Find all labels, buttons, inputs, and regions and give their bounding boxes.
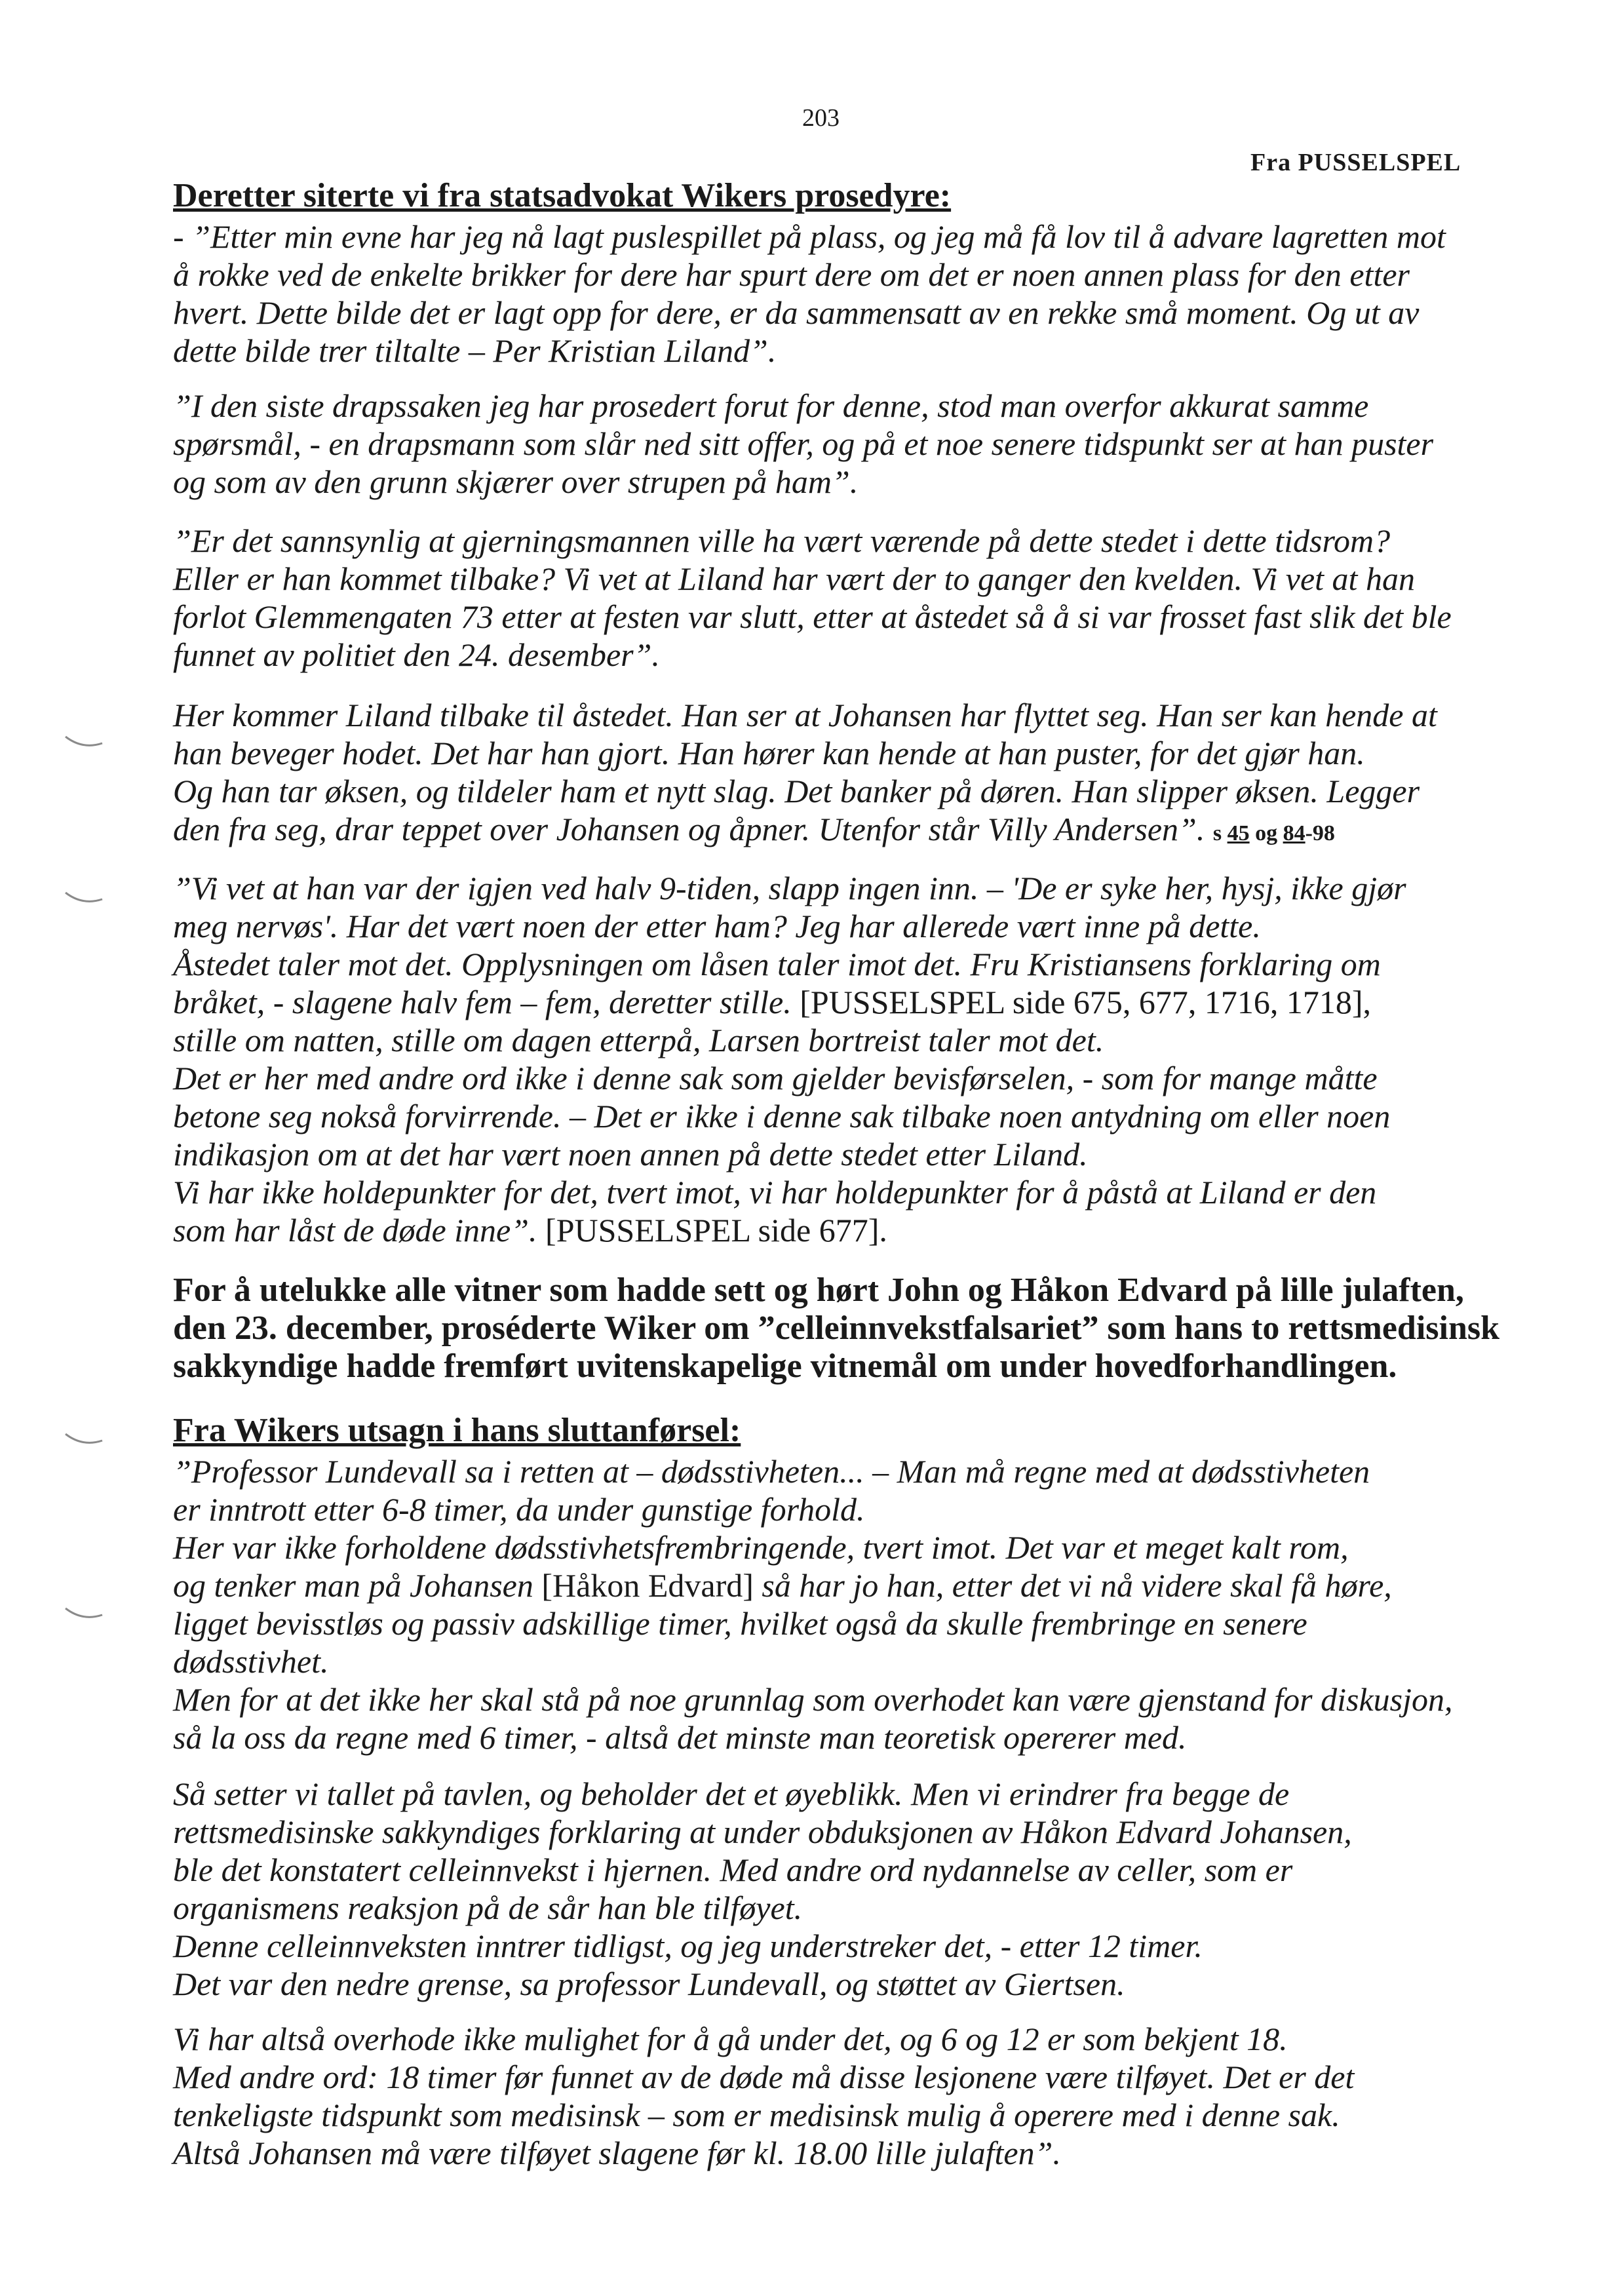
text-line: Så setter vi tallet på tavlen, og beholder det et øyeblikk. Men vi erindrer fra begge de — [173, 1775, 1290, 1812]
text-line: og som av den grunn skjærer over strupen på ham”. — [173, 463, 859, 500]
source-label: Fra PUSSELSPEL — [1250, 149, 1461, 176]
text-line: stille om natten, stille om dagen etterpå, Larsen bortreist taler mot det. — [173, 1022, 1104, 1058]
text-line: han beveger hodet. Det har han gjort. Han hører kan hende at han puster, for det gjør han. — [173, 735, 1365, 771]
text-line: ”Vi vet at han var der igjen ved halv 9-tiden, slapp ingen inn. – 'De er syke her, hysj, ikke gjør — [173, 870, 1406, 906]
text-fragment: så har jo han, etter det vi nå videre skal få høre, — [753, 1567, 1392, 1604]
ref-tail: -98 — [1305, 821, 1335, 845]
text-line: organismens reaksjon på de sår han ble tilføyet. — [173, 1889, 803, 1926]
text-line: tenkeligste tidspunkt som medisinsk – som er medisinsk mulig å operere med i denne sak. — [173, 2097, 1340, 2133]
page-number: 203 — [802, 104, 840, 132]
text-line: Her var ikke forholdene dødsstivhetsfrembringende, tvert imot. Det var et meget kalt rom, — [173, 1529, 1349, 1566]
ref-and: og — [1249, 821, 1283, 845]
text-line — [173, 1211, 887, 1249]
binder-hole-mark — [63, 1430, 105, 1450]
text-fragment: den fra seg, drar teppet over Johansen og åpner. Utenfor står Villy Andersen”. — [173, 811, 1205, 847]
text-line: - ”Etter min evne har jeg nå lagt puslespillet på plass, og jeg må få lov til å advare lagretten mot — [173, 218, 1446, 255]
text-line: Eller er han kommet tilbake? Vi vet at Liland har vært der to ganger den kvelden. Vi vet at han — [173, 560, 1415, 597]
ref-page: 45 — [1227, 821, 1250, 845]
text-line: meg nervøs'. Har det vært noen der etter ham? Jeg har allerede vært inne på dette. — [173, 908, 1261, 944]
text-line: ”I den siste drapssaken jeg har prosedert forut for denne, stod man overfor akkurat samme — [173, 387, 1369, 424]
binder-hole-mark — [63, 1604, 105, 1624]
text-line: Det var den nedre grense, sa professor Lundevall, og støttet av Giertsen. — [173, 1966, 1125, 2002]
text-line: Med andre ord: 18 timer før funnet av de døde må disse lesjonene være tilføyet. Det er det — [173, 2059, 1355, 2095]
text-line: ”Professor Lundevall sa i retten at – dødsstivheten... – Man må regne med at dødsstivheten — [173, 1453, 1370, 1490]
bold-paragraph-line: den 23. december, proséderte Wiker om ”celleinnvekstfalsariet” som hans to rettsmedisinsk — [173, 1309, 1500, 1347]
text-fragment: som har låst de døde inne”. — [173, 1212, 537, 1249]
text-line: ligget bevisstløs og passiv adskillige timer, hvilket også da skulle frembringe en senere — [173, 1605, 1307, 1642]
section-heading-sluttanforsel: Fra Wikers utsagn i hans sluttanførsel: — [173, 1412, 741, 1449]
text-line: å rokke ved de enkelte brikker for dere har spurt dere om det er noen annen plass for den etter — [173, 256, 1410, 293]
bold-paragraph-line: sakkyndige hadde fremført uvitenskapelige vitnemål om under hovedforhandlingen. — [173, 1347, 1397, 1385]
page-reference — [1213, 821, 1335, 845]
text-line: Det er her med andre ord ikke i denne sak som gjelder bevisførselen, - som for mange måtte — [173, 1060, 1378, 1096]
pusselspel-reference: [PUSSELSPEL side 675, 677, 1716, 1718], — [791, 984, 1372, 1020]
text-line: ”Er det sannsynlig at gjerningsmannen ville ha vært værende på dette stedet i dette tidsrom? — [173, 522, 1391, 559]
text-line: spørsmål, - en drapsmann som slår ned sitt offer, og på et noe senere tidspunkt ser at han puster — [173, 425, 1434, 462]
text-line: dette bilde trer tiltalte – Per Kristian Liland”. — [173, 332, 777, 369]
text-line: dødsstivhet. — [173, 1643, 329, 1680]
pusselspel-reference: [PUSSELSPEL side 677]. — [537, 1212, 887, 1249]
text-line: rettsmedisinske sakkyndiges forklaring at under obduksjonen av Håkon Edvard Johansen, — [173, 1813, 1352, 1850]
text-line: hvert. Dette bilde det er lagt opp for dere, er da sammensatt av en rekke små moment. Og ut av — [173, 294, 1420, 331]
text-line: Men for at det ikke her skal stå på noe grunnlag som overhodet kan være gjenstand for diskusjon, — [173, 1681, 1453, 1718]
text-line — [173, 983, 1371, 1021]
text-line: ble det konstatert celleinnvekst i hjernen. Med andre ord nydannelse av celler, som er — [173, 1851, 1293, 1888]
text-fragment: bråket, - slagene halv fem – fem, deretter stille. — [173, 984, 792, 1020]
ref-prefix: s — [1212, 821, 1228, 845]
text-line: Vi har altså overhode ikke mulighet for å gå under det, og 6 og 12 er som bekjent 18. — [173, 2021, 1288, 2057]
section-heading-prosedyre: Deretter siterte vi fra statsadvokat Wikers prosedyre: — [173, 177, 952, 214]
bracket-insert: [Håkon Edvard] — [541, 1567, 754, 1604]
text-line: er inntrott etter 6-8 timer, da under gunstige forhold. — [173, 1491, 865, 1528]
text-line — [173, 810, 1335, 853]
text-line: Vi har ikke holdepunkter for det, tvert imot, vi har holdepunkter for å påstå at Liland er den — [173, 1174, 1377, 1211]
text-line: Her kommer Liland tilbake til åstedet. Han ser at Johansen har flyttet seg. Han ser kan hende at — [173, 697, 1437, 733]
text-line: Altså Johansen må være tilføyet slagene før kl. 18.00 lille julaften”. — [173, 2135, 1061, 2171]
ref-page: 84 — [1283, 821, 1305, 845]
text-line: funnet av politiet den 24. desember”. — [173, 636, 660, 673]
text-line: forlot Glemmengaten 73 etter at festen var slutt, etter at åstedet så å si var frosset fast slik det ble — [173, 598, 1452, 635]
text-fragment: og tenker man på Johansen — [173, 1567, 542, 1604]
binder-hole-mark — [63, 733, 105, 752]
text-line: så la oss da regne med 6 timer, - altså det minste man teoretisk opererer med. — [173, 1719, 1187, 1756]
text-line: indikasjon om at det har vært noen annen på dette stedet etter Liland. — [173, 1136, 1088, 1172]
binder-hole-mark — [63, 889, 105, 908]
text-line — [173, 1566, 1392, 1604]
text-line: Åstedet taler mot det. Opplysningen om låsen taler imot det. Fru Kristiansens forklaring om — [173, 946, 1381, 982]
bold-paragraph-line: For å utelukke alle vitner som hadde sett og hørt John og Håkon Edvard på lille julaften, — [173, 1271, 1464, 1309]
text-line: Denne celleinnveksten inntrer tidligst, og jeg understreker det, - etter 12 timer. — [173, 1928, 1203, 1964]
text-line: betone seg nokså forvirrende. – Det er ikke i denne sak tilbake noen antydning om eller noen — [173, 1098, 1391, 1134]
text-line: Og han tar øksen, og tildeler ham et nytt slag. Det banker på døren. Han slipper øksen. Legger — [173, 773, 1420, 809]
